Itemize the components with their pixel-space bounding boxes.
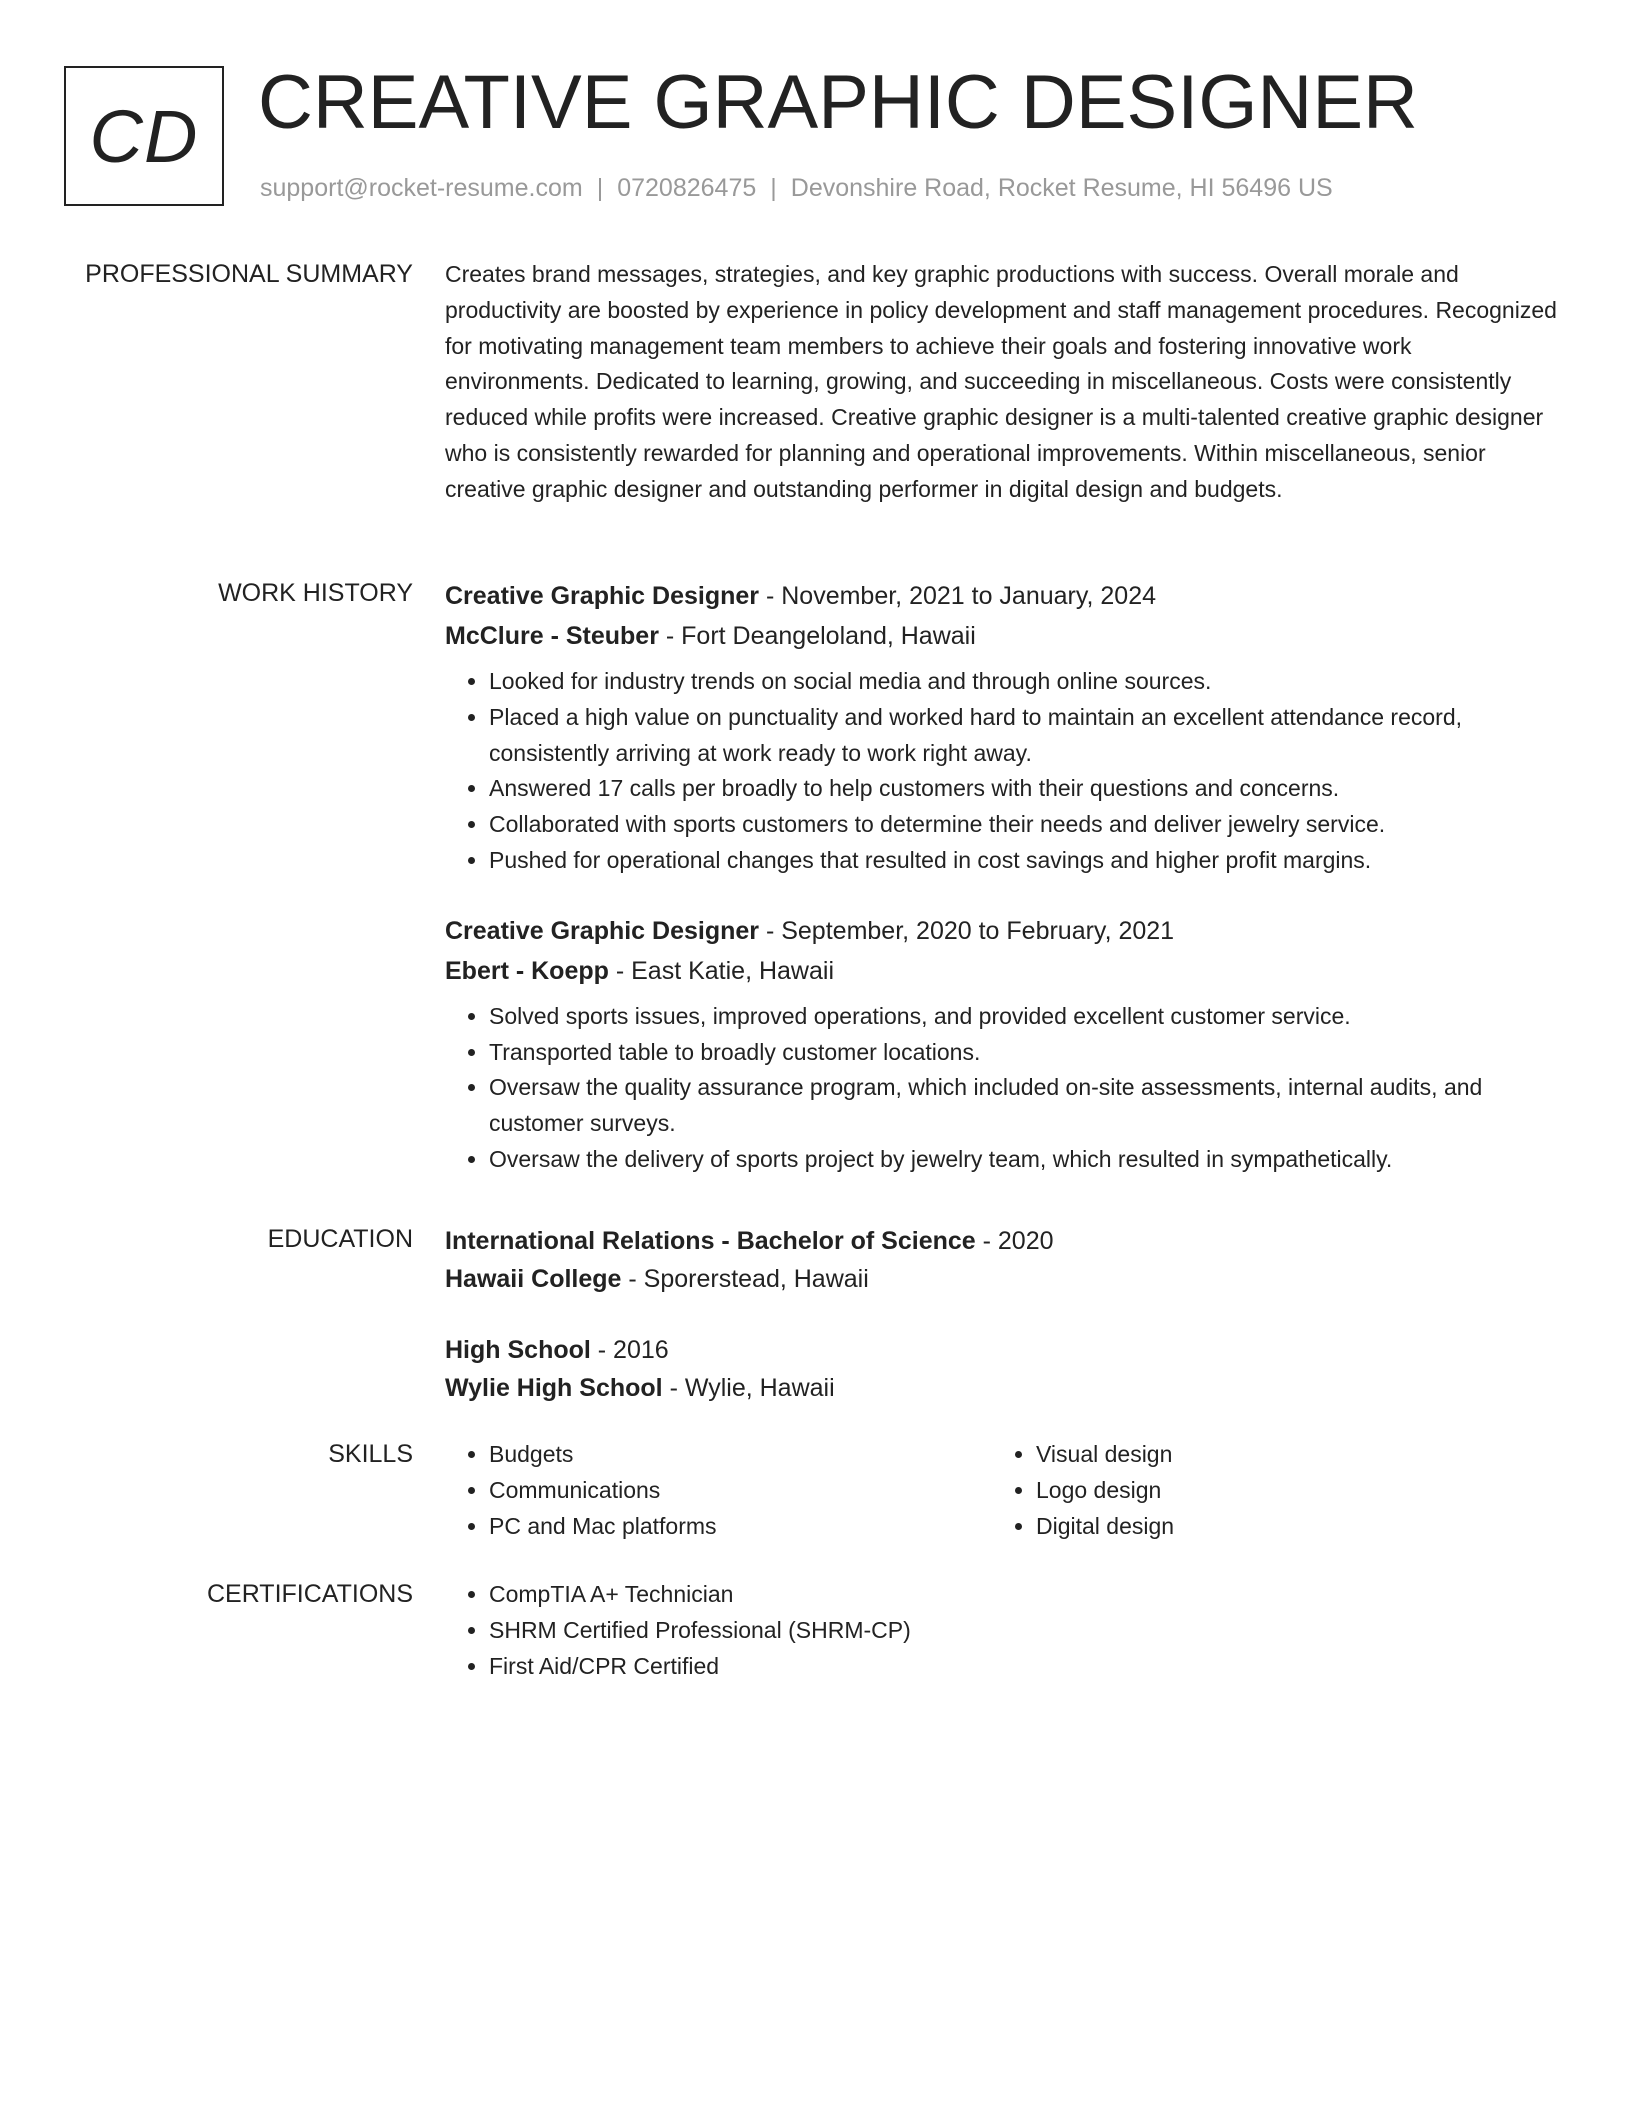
certifications-body [445,1577,1560,1684]
education-year: - 2020 [975,1227,1054,1255]
education-degree: International Relations - Bachelor of Science [445,1227,976,1255]
education-degree: High School [445,1336,591,1364]
job-company-line [445,616,1560,656]
education-degree-line [445,1331,1560,1369]
skill-item: • Logo design [1036,1473,1539,1509]
section-label-skills: SKILLS [328,1440,413,1468]
section-label-education: EDUCATION [267,1225,413,1253]
education-location: - Sporerstead, Hawaii [621,1265,869,1293]
job-company: Ebert - Koepp [445,956,609,985]
skills-body [445,1437,1560,1544]
skills-list-right [992,1437,1539,1544]
job-company: McClure - Steuber [445,622,659,650]
certification-item: • First Aid/CPR Certified [489,1649,1560,1685]
contact-separator: | [770,174,777,202]
summary-text: Creates brand messages, strategies, and key graphic productions with success. Overall morale and productivity are boosted by experience in policy development and staff management procedures. Recognized for motivating management team members to achieve their goals and fostering innovative work environments. Dedicated to learning, growing, and succeeding in miscellaneous. Costs were consistently reduced while profits were increased. Creative graphic designer is a multi-talented creative graphic designer who is consistently rewarded for planning and operational improvements. Within miscellaneous, senior creative graphic designer and outstanding performer in digital design and budgets. [445,261,1557,502]
skills-columns [445,1437,1560,1544]
education-year: - 2016 [590,1336,669,1364]
education-degree-line [445,1222,1560,1260]
job-title: Creative Graphic Designer [445,582,760,610]
contact-email: support@rocket-resume.com [260,174,583,202]
contact-line [260,174,1333,203]
section-label-work-history: WORK HISTORY [218,579,413,607]
job-dates: - November, 2021 to January, 2024 [759,582,1157,610]
job-location: - Fort Deangeloland, Hawaii [658,622,976,650]
monogram-initials: CD [89,94,199,178]
job-title-line [445,576,1560,616]
job-bullet: • Oversaw the delivery of sports project by jewelry team, which resulted in sympathetically. [489,1142,1560,1178]
summary-body [445,257,1560,508]
certification-item: • SHRM Certified Professional (SHRM-CP) [489,1613,1560,1649]
skill-item: • Budgets [489,1437,992,1473]
skill-item: • Communications [489,1473,992,1509]
skill-item: • Visual design [1036,1437,1539,1473]
job-bullet: • Pushed for operational changes that resulted in cost savings and higher profit margins. [489,843,1560,879]
job-entry [445,911,1560,1178]
resume-name: CREATIVE GRAPHIC DESIGNER [258,60,1418,145]
job-bullet: • Placed a high value on punctuality and worked hard to maintain an excellent attendance record, consistently arriving at work ready to work right away. [489,700,1560,772]
education-body [445,1222,1560,1407]
education-school-line [445,1369,1560,1407]
job-bullet-list [445,999,1560,1178]
education-school: Wylie High School [445,1374,663,1402]
certifications-list [445,1577,1560,1684]
job-dates: - September, 2020 to February, 2021 [759,916,1175,945]
job-bullet: • Answered 17 calls per broadly to help customers with their questions and concerns. [489,771,1560,807]
education-school: Hawaii College [445,1265,622,1293]
skill-item: • Digital design [1036,1509,1539,1545]
job-title-line [445,911,1560,951]
section-label-certifications: CERTIFICATIONS [206,1580,413,1608]
certification-item: • CompTIA A+ Technician [489,1577,1560,1613]
job-title: Creative Graphic Designer [445,916,760,945]
job-bullet: • Looked for industry trends on social media and through online sources. [489,664,1560,700]
contact-address: Devonshire Road, Rocket Resume, HI 56496 US [790,174,1333,202]
job-location: - East Katie, Hawaii [608,956,834,985]
job-bullet: • Transported table to broadly customer locations. [489,1035,1560,1071]
job-bullet: • Oversaw the quality assurance program, which included on-site assessments, internal audits, and customer surveys. [489,1070,1560,1142]
contact-phone: 0720826475 [617,174,757,202]
job-entry [445,576,1560,879]
job-bullet: • Solved sports issues, improved operations, and provided excellent customer service. [489,999,1560,1035]
education-school-line [445,1260,1560,1298]
job-company-line [445,951,1560,991]
education-location: - Wylie, Hawaii [662,1374,835,1402]
contact-separator: | [596,174,604,202]
education-entry [445,1331,1560,1407]
work-history-body [445,576,1560,1178]
skills-list-left [445,1437,992,1544]
job-bullet-list [445,664,1560,879]
monogram-box [64,66,224,206]
job-bullet: • Collaborated with sports customers to determine their needs and deliver jewelry service. [489,807,1560,843]
education-entry [445,1222,1560,1298]
section-label-summary: PROFESSIONAL SUMMARY [85,260,413,288]
skill-item: • PC and Mac platforms [489,1509,992,1545]
